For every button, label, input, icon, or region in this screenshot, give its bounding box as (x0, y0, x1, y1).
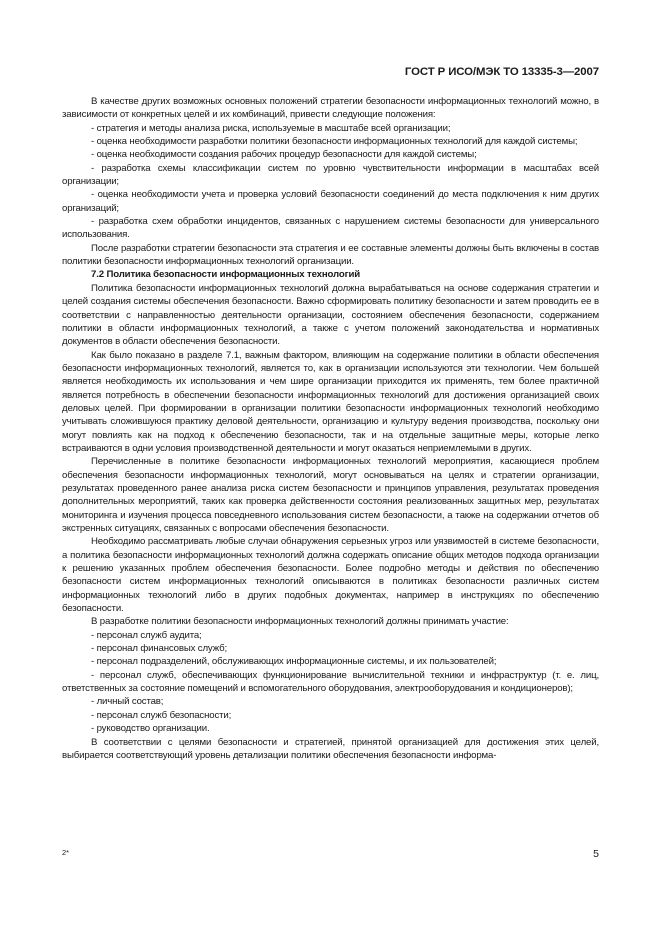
list-item: - оценка необходимости создания рабочих процедур безопасности для каждой системы; (91, 149, 477, 161)
paragraph: В разработке политики безопасности информационных технологий должны принимать участие: (91, 616, 509, 628)
paragraph: Как было показано в разделе 7.1, важным фактором, влияющим на содержание политики в области обеспечения безопасности информационных технологий, является то, как в организации используются эти технологии. Чем большей является необходимость их использования и чем шире организации приходится их применять, тем более практичной является потребность в обеспечении безопасности информационных технологий для достижения организацией своих деловых целей. При формировании в организации политики безопасности информационных технологий необходимо учитывать сложившуюся практику деловой деятельности, организацию и культуру ведения производства, поскольку они могут повлиять как на подход к обеспечению безопасности, так и на отдельные защитные меры, которые легко встраиваются в одни условия производственной деятельности и могут оказаться неприемлемыми в других. (62, 349, 599, 454)
document-body (62, 95, 599, 762)
document-id-header: ГОСТ Р ИСО/МЭК ТО 13335-3—2007 (404, 66, 599, 78)
paragraph: В соответствии с целями безопасности и стратегией, принятой организацией для достижения этих целей, выбирается соответствующий уровень детализации политики обеспечения безопасности информа- (62, 736, 599, 761)
list-item: - персонал служб аудита; (91, 629, 202, 641)
paragraph: В качестве других возможных основных положений стратегии безопасности информационных технологий можно, в зависимости от конкретных целей и их комбинаций, привести следующие положения: (62, 96, 599, 121)
paragraph: После разработки стратегии безопасности эта стратегия и ее составные элементы должны быть включены в состав политики безопасности информационных технологий организации. (62, 242, 599, 268)
list-item: - стратегия и методы анализа риска, используемые в масштабе всей организации; (91, 122, 451, 134)
paragraph: Политика безопасности информационных технологий должна вырабатываться на основе содержания стратегии и целей создания системы обеспечения безопасности. Важно сформировать политику безопасности и затем проводить ее в соответствии с направленностью деятельности организации, состоянием обеспечения безопасности, содержанием политики в области информационных технологий, а также с учетом положений законодательства и нормативных документов в области обеспечения безопасности. (62, 282, 599, 348)
list-item: - разработка схем обработки инцидентов, связанных с нарушением системы безопасности для универсального использования. (62, 216, 599, 241)
list-item: - оценка необходимости учета и проверка условий безопасности соединений до места подключения к ним других организаций; (62, 189, 599, 214)
list-item: - руководство организации. (91, 723, 210, 735)
paragraph: Необходимо рассматривать любые случаи обнаружения серьезных угроз или уязвимостей в системе безопасности, а политика безопасности информационных технологий должна содержать описание общих методов подхода организации к решению указанных проблем обеспечения безопасности. Более подробно методы и действия по обеспечению безопасности систем информационных технологий описываются в политиках безопасности различных систем информационных технологий либо в других подобных документах, например в инструкциях по обеспечению безопасности. (62, 536, 599, 615)
list-item: - персонал подразделений, обслуживающих информационные системы, и их пользователей; (91, 656, 497, 668)
sheet-mark: 2* (62, 848, 70, 857)
section-heading: 7.2 Политика безопасности информационных технологий (91, 269, 360, 281)
list-item: - разработка схемы классификации систем по уровню чувствительности информации в масштабах всей организации; (62, 162, 599, 188)
list-item: - личный состав; (91, 696, 164, 708)
list-item: - персонал финансовых служб; (91, 643, 227, 655)
list-item: - оценка необходимости разработки политики безопасности информационных технологий для каждой системы; (91, 136, 578, 148)
list-item: - персонал служб безопасности; (91, 709, 232, 721)
list-item: - персонал служб, обеспечивающих функционирование вычислительной техники и инфраструктур (т. е. лиц, ответственных за состояние помещений и вспомогательного оборудования, электрооборудования и кондиционеров); (62, 669, 599, 695)
page-number: 5 (593, 848, 599, 860)
paragraph: Перечисленные в политике безопасности информационных технологий мероприятия, касающиеся проблем обеспечения безопасности информационных технологий, могут основываться на целях и стратегии организации, результатах проведенного ранее анализа риска систем безопасности и принципов управления, результатах проведения дополнительных мероприятий, таких как проверка действенности состояния реализованных защитных мер, результатах мониторинга и изучения процесса повседневного использования систем безопасности, а также на содержании отчетов об экстренных ситуациях, связанных с вопросами обеспечения безопасности. (62, 456, 599, 534)
